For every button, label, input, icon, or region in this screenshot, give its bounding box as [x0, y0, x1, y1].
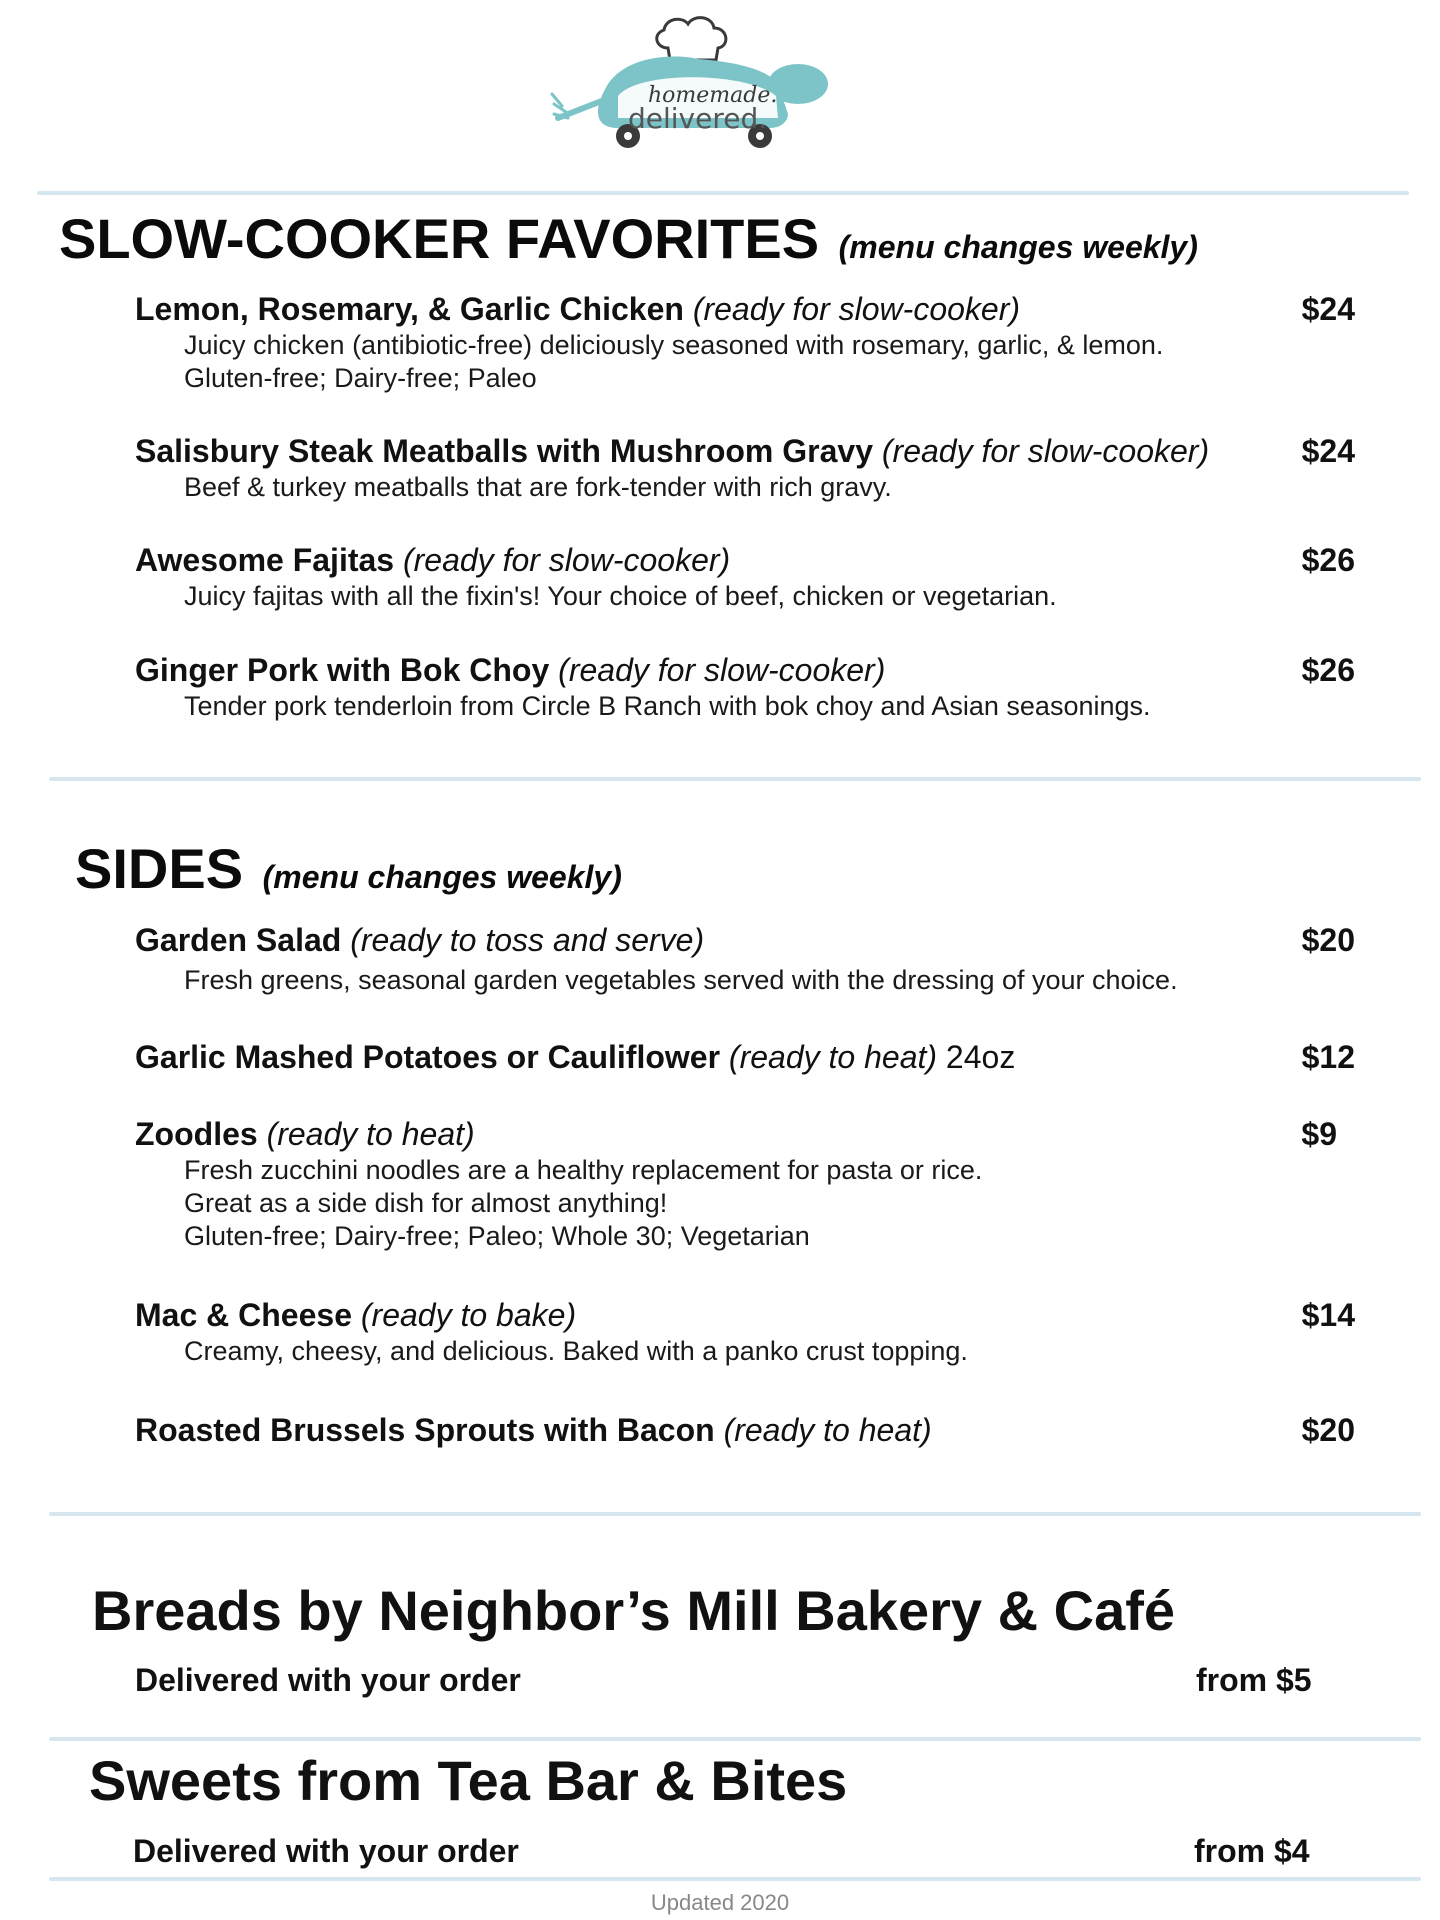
item-desc: Beef & turkey meatballs that are fork-tender with rich gravy. — [184, 472, 892, 502]
sweets-title: Sweets from Tea Bar & Bites — [89, 1749, 848, 1812]
item-price: $9 — [1301, 1116, 1337, 1152]
menu-item-lemon-chicken — [135, 289, 1355, 395]
divider — [49, 1512, 1421, 1516]
item-desc: Gluten-free; Dairy-free; Paleo; Whole 30; Vegetarian — [184, 1221, 810, 1251]
logo-word-homemade: homemade. — [648, 83, 778, 108]
item-name: Lemon, Rosemary, & Garlic Chicken — [135, 291, 684, 327]
item-desc: Tender pork tenderloin from Circle B Ranch with bok choy and Asian seasonings. — [184, 691, 1151, 721]
item-note: (ready to toss and serve) — [350, 922, 705, 958]
sides-title — [75, 836, 622, 901]
item-price: $12 — [1301, 1039, 1355, 1075]
item-note: (ready for slow-cooker) — [402, 542, 731, 578]
menu-item-salisbury-steak — [135, 431, 1355, 504]
menu-item-zoodles — [135, 1114, 1355, 1253]
item-desc: Gluten-free; Dairy-free; Paleo — [184, 363, 537, 393]
menu-item-mac-cheese — [135, 1295, 1355, 1368]
divider — [49, 777, 1421, 781]
item-name: Salisbury Steak Meatballs with Mushroom Gravy — [135, 433, 873, 469]
item-note: (ready for slow-cooker) — [881, 433, 1210, 469]
breads-delivery: Delivered with your order — [135, 1662, 521, 1698]
breads-price: from $5 — [1196, 1662, 1312, 1698]
item-desc: Juicy chicken (antibiotic-free) deliciously seasoned with rosemary, garlic, & lemon. — [184, 330, 1164, 360]
item-note: (ready for slow-cooker) — [558, 652, 886, 688]
slow-cooker-heading: SLOW-COOKER FAVORITES — [59, 207, 820, 270]
sides-heading: SIDES — [75, 837, 244, 900]
item-desc: Fresh greens, seasonal garden vegetables served with the dressing of your choice. — [184, 965, 1178, 995]
item-desc: Creamy, cheesy, and delicious. Baked with a panko crust topping. — [184, 1336, 968, 1366]
item-note: (ready to bake) — [360, 1297, 577, 1333]
item-name: Ginger Pork with Bok Choy — [135, 652, 550, 688]
logo — [548, 14, 848, 170]
item-price: $24 — [1301, 291, 1355, 327]
sweets-delivery: Delivered with your order — [133, 1833, 519, 1869]
item-desc: Great as a side dish for almost anything! — [184, 1188, 668, 1218]
logo-word-delivered: delivered. — [628, 102, 768, 135]
item-name: Garlic Mashed Potatoes or Cauliflower — [135, 1039, 721, 1075]
item-note: (ready for slow-cooker) — [692, 291, 1021, 327]
menu-item-brussels-sprouts — [135, 1410, 1355, 1450]
item-note: (ready to heat) — [266, 1116, 475, 1152]
item-note: (ready to heat) — [728, 1039, 938, 1075]
item-size: 24oz — [945, 1039, 1016, 1075]
breads-title: Breads by Neighbor’s Mill Bakery & Café — [92, 1579, 1176, 1642]
sweets-price: from $4 — [1194, 1833, 1310, 1869]
chef-hat-icon — [657, 18, 726, 60]
item-price: $26 — [1301, 652, 1355, 688]
item-price: $24 — [1301, 433, 1355, 469]
menu-item-mashed-potatoes — [135, 1037, 1355, 1077]
item-price: $20 — [1301, 922, 1355, 958]
item-note: (ready to heat) — [723, 1412, 932, 1448]
item-name: Garden Salad — [135, 922, 342, 958]
divider — [37, 191, 1409, 195]
item-price: $14 — [1301, 1297, 1355, 1333]
menu-item-ginger-pork — [135, 650, 1355, 723]
divider — [49, 1877, 1421, 1881]
item-name: Roasted Brussels Sprouts with Bacon — [135, 1412, 715, 1448]
slow-cooker-title — [59, 206, 1198, 271]
item-desc: Fresh zucchini noodles are a healthy replacement for pasta or rice. — [184, 1155, 983, 1185]
item-name: Awesome Fajitas — [135, 542, 395, 578]
item-price: $26 — [1301, 542, 1355, 578]
updated-footer: Updated 2020 — [650, 1890, 790, 1915]
item-price: $20 — [1301, 1412, 1355, 1448]
item-name: Zoodles — [135, 1116, 258, 1152]
menu-item-garden-salad — [135, 920, 1355, 997]
divider — [49, 1737, 1421, 1741]
sides-note: (menu changes weekly) — [262, 859, 622, 895]
menu-item-fajitas — [135, 540, 1355, 613]
item-desc: Juicy fajitas with all the fixin's! Your choice of beef, chicken or vegetarian. — [184, 581, 1057, 611]
slow-cooker-note: (menu changes weekly) — [838, 229, 1198, 265]
item-name: Mac & Cheese — [135, 1297, 352, 1333]
